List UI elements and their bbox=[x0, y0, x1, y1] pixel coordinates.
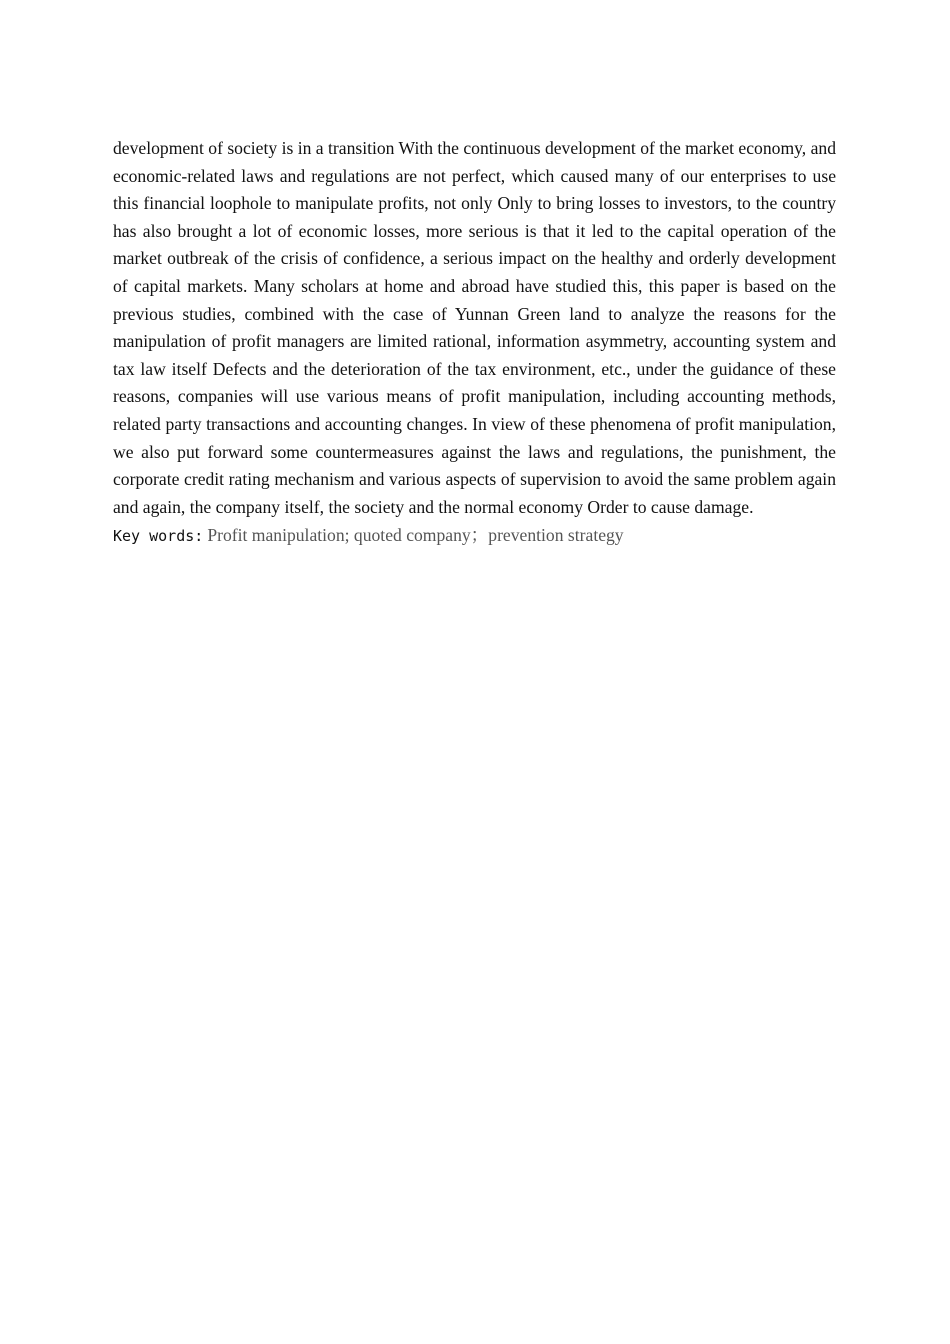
abstract-section bbox=[113, 135, 836, 551]
keywords-label: Key words: bbox=[113, 527, 204, 546]
abstract-body: development of society is in a transition With the continuous development of the market economy, and economic-related laws and regulations are not perfect, which caused many of our enterprises to use this financial loophole to manipulate profits, not only Only to bring losses to investors, to the country has also brought a lot of economic losses, more serious is that it led to the capital operation of the market outbreak of the crisis of confidence, a serious impact on the healthy and orderly development of capital markets. Many scholars at home and abroad have studied this, this paper is based on the previous studies, combined with the case of Yunnan Green land to analyze the reasons for the manipulation of profit managers are limited rational, information asymmetry, accounting system and tax law itself Defects and the deterioration of the tax environment, etc., under the guidance of these reasons, companies will use various means of profit manipulation, including accounting methods, related party transactions and accounting changes. In view of these phenomena of profit manipulation, we also put forward some countermeasures against the laws and regulations, the punishment, the corporate credit rating mechanism and various aspects of supervision to avoid the same problem again and again, the company itself, the society and the normal economy Order to cause damage. bbox=[113, 138, 836, 517]
keywords-line bbox=[113, 522, 836, 551]
keywords-values: Profit manipulation; quoted company；prevention strategy bbox=[207, 525, 624, 546]
